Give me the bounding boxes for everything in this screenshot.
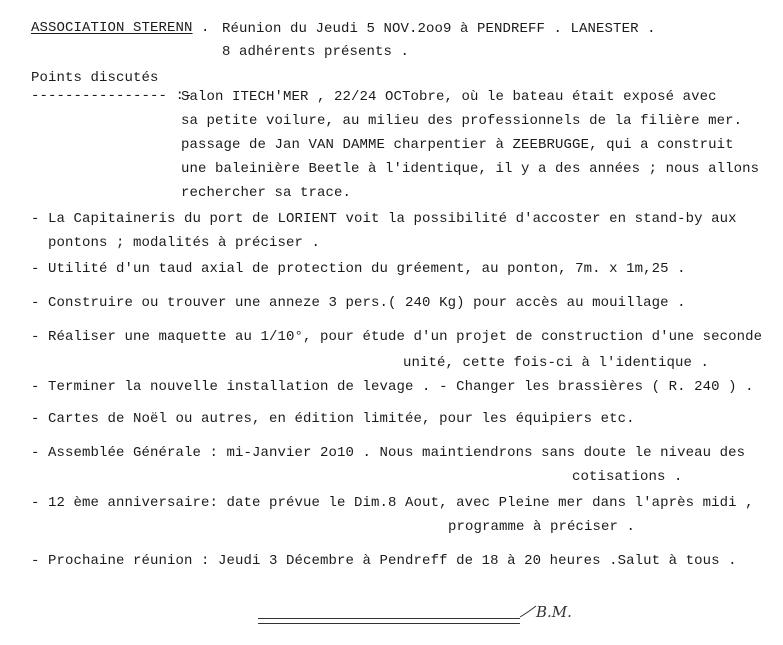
item-line: - 12 ème anniversaire: date prévue le Dim.8 Aout, avec Pleine mer dans l'après midi , bbox=[31, 495, 754, 511]
signature-flourish bbox=[519, 604, 537, 618]
point-line: passage de Jan VAN DAMME charpentier à ZEEBRUGGE, qui a construit bbox=[181, 137, 734, 153]
point-line: sa petite voilure, au milieu des professionnels de la filière mer. bbox=[181, 113, 743, 129]
dash-rule: ---------------- :- bbox=[31, 88, 193, 104]
signature: B.M. bbox=[536, 603, 572, 621]
item-line: - Prochaine réunion : Jeudi 3 Décembre à Pendreff de 18 à 20 heures .Salut à tous . bbox=[31, 553, 737, 569]
header-separator: . bbox=[201, 20, 210, 36]
point-line: une baleinière Beetle à l'identique, il y a des années ; nous allons bbox=[181, 161, 760, 177]
association-name: ASSOCIATION STERENN bbox=[31, 20, 193, 36]
item-line: - La Capitaineris du port de LORIENT voit la possibilité d'accoster en stand-by aux bbox=[31, 211, 737, 227]
item-line: - Cartes de Noël ou autres, en édition limitée, pour les équipiers etc. bbox=[31, 411, 635, 427]
point-line: Salon ITECH'MER , 22/24 OCTobre, où le bateau était exposé avec bbox=[181, 89, 717, 105]
item-line: - Construire ou trouver une anneze 3 pers.( 240 Kg) pour accès au mouillage . bbox=[31, 295, 686, 311]
points-title: Points discutés bbox=[31, 70, 159, 86]
item-line: cotisations . bbox=[572, 469, 683, 485]
members-present: 8 adhérents présents . bbox=[222, 44, 410, 60]
meeting-info: Réunion du Jeudi 5 NOV.2oo9 à PENDREFF . LANESTER . bbox=[222, 21, 656, 37]
point-line: rechercher sa trace. bbox=[181, 185, 352, 201]
item-line: - Assemblée Générale : mi-Janvier 2o10 . Nous maintiendrons sans doute le niveau des bbox=[31, 445, 746, 461]
item-line: - Réaliser une maquette au 1/10°, pour étude d'un projet de construction d'une seconde bbox=[31, 329, 763, 345]
item-line: pontons ; modalités à préciser . bbox=[31, 235, 321, 251]
item-line: - Terminer la nouvelle installation de levage . - Changer les brassières ( R. 240 ) . bbox=[31, 379, 754, 395]
signature-rule bbox=[258, 618, 520, 624]
item-line: - Utilité d'un taud axial de protection du gréement, au ponton, 7m. x 1m,25 . bbox=[31, 261, 686, 277]
item-line: unité, cette fois-ci à l'identique . bbox=[403, 355, 710, 371]
item-line: programme à préciser . bbox=[448, 519, 636, 535]
